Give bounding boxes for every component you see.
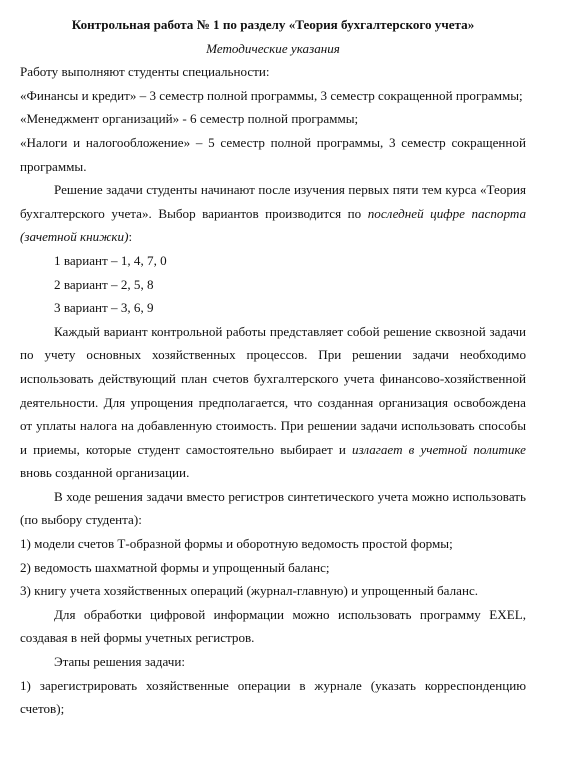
paragraph-italic-text: последней цифре паспорта (зачетной книжки) xyxy=(20,205,526,245)
intro-line: Работу выполняют студенты специальности: xyxy=(20,64,270,80)
paragraph-variant-description xyxy=(20,320,526,485)
document-title: Контрольная работа № 1 по разделу «Теория бухгалтерского учета» xyxy=(71,17,475,32)
register-option: 3) книгу учета хозяйственных операций (журнал-главную) и упрощенный баланс. xyxy=(20,583,479,599)
register-option: 1) модели счетов Т-образной формы и оборотную ведомость простой формы; xyxy=(20,536,453,552)
intro-specialty-management: «Менеджмент организаций» - 6 семестр полной программы; xyxy=(20,111,359,127)
paragraph-italic-text: излагает в учетной политике xyxy=(352,441,526,457)
paragraph-variant-choice xyxy=(20,178,526,249)
paragraph-excel: Для обработки цифровой информации можно использовать программу EXEL, создавая в ней формы учетных регистров. xyxy=(20,606,526,646)
variant-item: 2 вариант – 2, 5, 8 xyxy=(54,276,154,292)
document-page xyxy=(20,13,526,721)
paragraph-text: : xyxy=(128,229,133,245)
intro-specialty-taxes: «Налоги и налогообложение» – 5 семестр полной программы, 3 семестр сокращенной программы. xyxy=(20,134,526,174)
stage-item: 1) зарегистрировать хозяйственные операции в журнале (указать корреспонденцию счетов); xyxy=(20,677,526,717)
document-subtitle: Методические указания xyxy=(206,40,340,56)
intro-specialty-finance: «Финансы и кредит» – 3 семестр полной программы, 3 семестр сокращенной программы; xyxy=(20,87,523,103)
paragraph-text: Решение задачи студенты начинают после изучения первых пяти тем курса «Теория бухгалтерского учета». Выбор вариантов производится по xyxy=(20,182,526,221)
paragraph-registers: В ходе решения задачи вместо регистров синтетического учета можно использовать (по выбору студента): xyxy=(20,488,526,528)
paragraph-text: вновь созданной организации. xyxy=(20,465,190,481)
stages-heading: Этапы решения задачи: xyxy=(54,654,185,670)
variant-item: 1 вариант – 1, 4, 7, 0 xyxy=(54,252,167,268)
paragraph-text: Каждый вариант контрольной работы представляет собой решение сквозной задачи по учету основных хозяйственных процессов. При решении задачи необходимо использовать действующий план счетов бухгалтерского учета финансово-хозяйственной деятельности. Для упрощения предполагается, что созданная организация освобождена от уплаты налога на добавленную стоимость. При решении задачи использовать способы и приемы, которые студент самостоятельно выбирает и xyxy=(20,323,526,457)
variant-item: 3 вариант – 3, 6, 9 xyxy=(54,300,154,316)
register-option: 2) ведомость шахматной формы и упрощенный баланс; xyxy=(20,559,330,575)
